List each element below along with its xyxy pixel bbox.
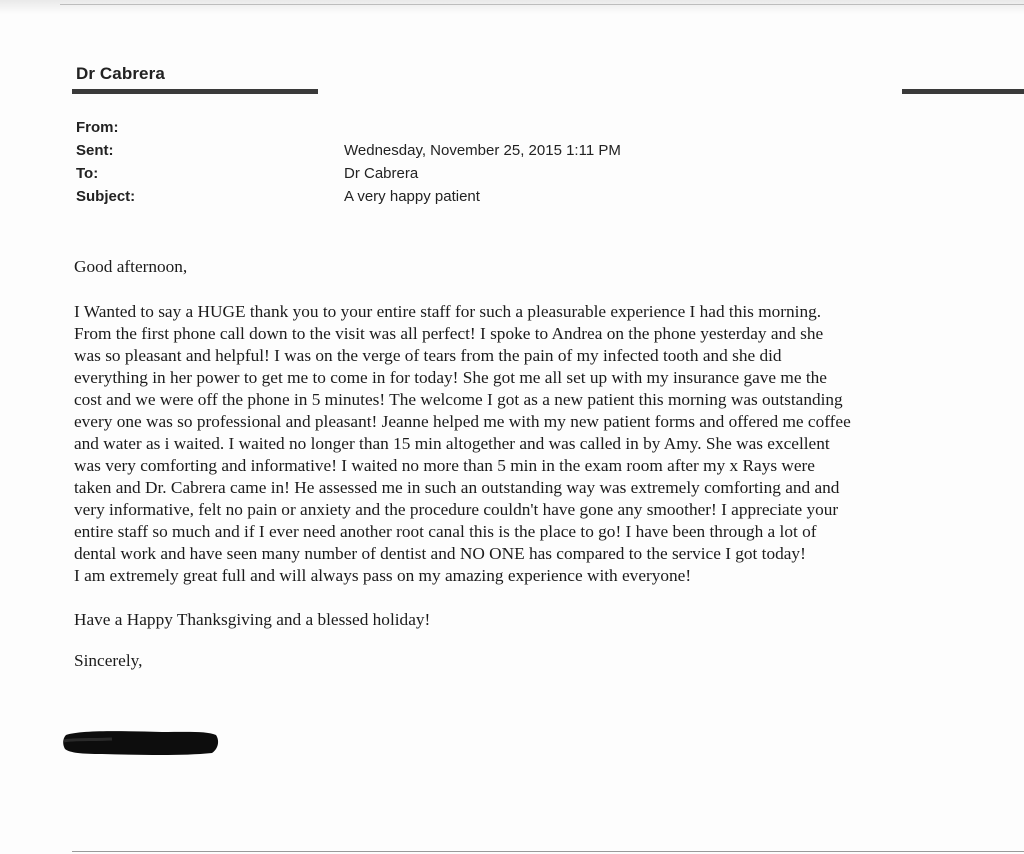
letter-line: everything in her power to get me to come in for today! She got me all set up with my insurance gave me the (74, 368, 827, 387)
letter-line: taken and Dr. Cabrera came in! He assessed me in such an outstanding way was extremely comforting and and (74, 478, 840, 497)
footer-rule (72, 851, 1024, 852)
scan-top-line (60, 4, 1024, 5)
redaction-marker-stroke (63, 731, 218, 755)
redaction-marker-edge (64, 739, 112, 741)
letter-line: was very comforting and informative! I waited no more than 5 min in the exam room after my x Rays were (74, 456, 815, 475)
email-meta (76, 116, 776, 208)
letter-line: and water as i waited. I waited no longer than 15 min altogether and was called in by Amy. She was excellent (74, 434, 830, 453)
meta-row-subject (76, 185, 776, 208)
letter-closing: Have a Happy Thanksgiving and a blessed holiday! (74, 610, 431, 629)
letter-line: every one was so professional and pleasant! Jeanne helped me with my new patient forms and offered me coffee (74, 412, 851, 431)
letter-line: I am extremely great full and will always pass on my amazing experience with everyone! (74, 566, 692, 585)
meta-row-to (76, 162, 776, 185)
header-name: Dr Cabrera (76, 64, 165, 83)
letter-line: entire staff so much and if I ever need another root canal this is the place to go! I have been through a lot of (74, 522, 817, 541)
scan-top-edge (0, 0, 1024, 14)
letter-line: was so pleasant and helpful! I was on the verge of tears from the pain of my infected tooth and she did (74, 346, 782, 365)
meta-value-subject: A very happy patient (344, 188, 480, 205)
letter-greeting: Good afternoon, (74, 257, 188, 276)
redacted-signature (62, 727, 220, 757)
meta-row-from (76, 116, 776, 139)
header-rule-right (902, 89, 1024, 94)
header-rule-left (72, 89, 318, 94)
letter-line: I Wanted to say a HUGE thank you to your entire staff for such a pleasurable experience I had this morning. (74, 302, 822, 321)
meta-label-to: To: (76, 165, 99, 182)
letter-line: From the first phone call down to the visit was all perfect! I spoke to Andrea on the phone yesterday and she (74, 324, 824, 343)
meta-value-sent: Wednesday, November 25, 2015 1:11 PM (344, 142, 621, 159)
letter-line: very informative, felt no pain or anxiety and the procedure couldn't have gone any smoother! I appreciate your (74, 500, 839, 519)
meta-row-sent (76, 139, 776, 162)
meta-value-to: Dr Cabrera (344, 165, 419, 182)
letter-body (74, 256, 1024, 672)
meta-label-from: From: (76, 119, 119, 136)
letter-line: dental work and have seen many number of dentist and NO ONE has compared to the service I got today! (74, 544, 806, 563)
letter-line: cost and we were off the phone in 5 minutes! The welcome I got as a new patient this morning was outstanding (74, 390, 843, 409)
meta-label-subject: Subject: (76, 188, 136, 205)
meta-label-sent: Sent: (76, 142, 114, 159)
letter-paragraph (74, 301, 1024, 587)
letter-signoff: Sincerely, (74, 651, 143, 670)
